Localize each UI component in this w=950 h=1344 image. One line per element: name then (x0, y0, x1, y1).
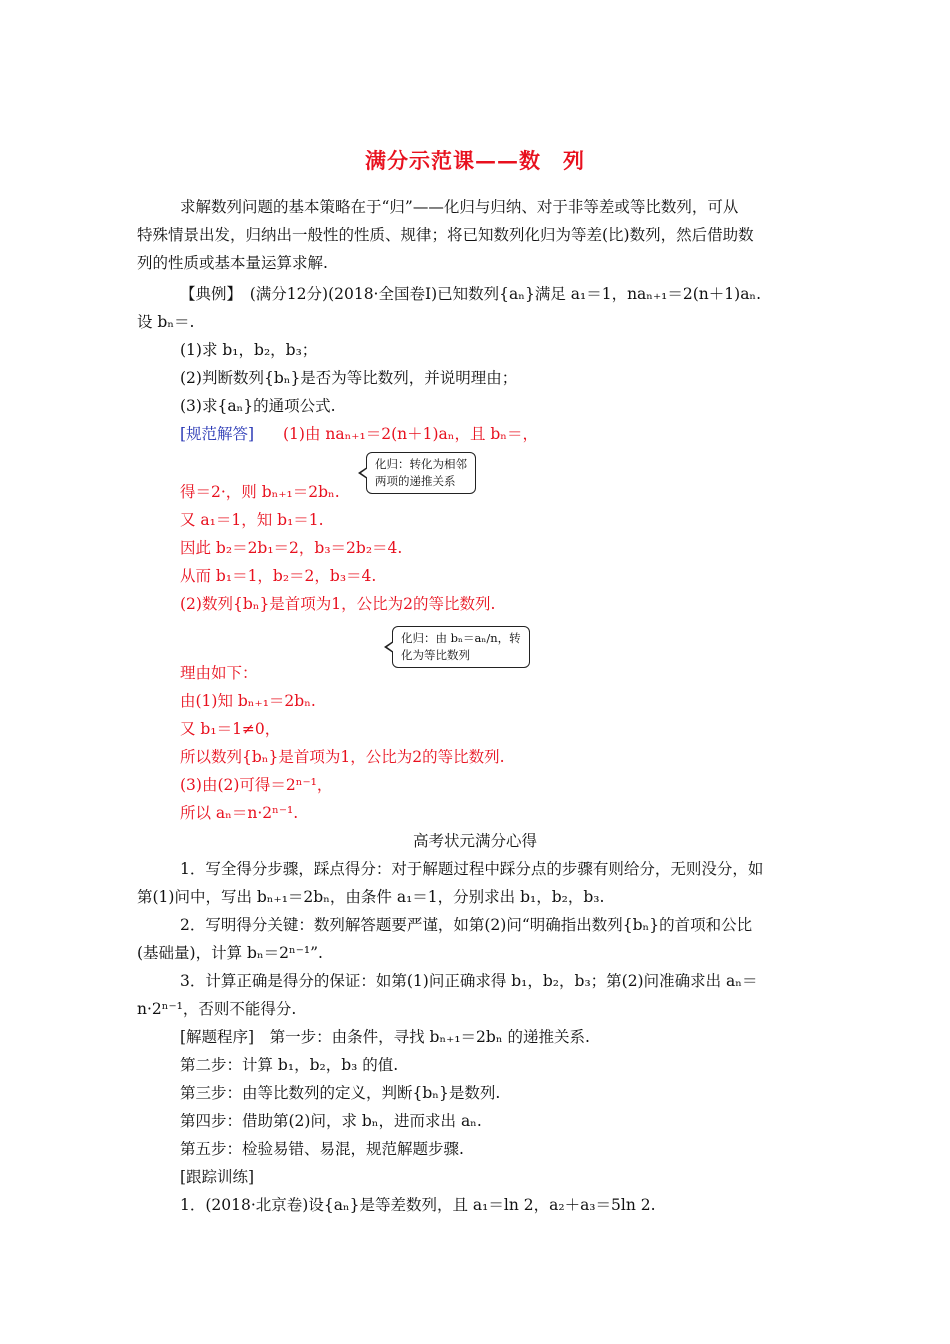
callout-geometric-line-2: 化为等比数列 (401, 648, 470, 662)
callout-recurrence (366, 452, 476, 494)
tip-3-line-1: 3．计算正确是得分的保证：如第(1)问正确求得 b₁，b₂，b₃；第(2)问准确求出 aₙ＝ (180, 972, 758, 990)
procedure-step-4: 第四步：借助第(2)问，求 bₙ，进而求出 aₙ. (180, 1112, 482, 1130)
page-title: 满分示范课——数 列 (365, 148, 585, 173)
example-line-2: 设 bₙ＝. (137, 313, 195, 331)
solution-step-12: 所以 aₙ＝n·2ⁿ⁻¹. (180, 804, 299, 822)
solution-step-10: 所以数列{bₙ}是首项为1，公比为2的等比数列. (180, 748, 505, 766)
intro-line-1: 求解数列问题的基本策略在于“归”——化归与归纳、对于非等差或等比数列，可从 (180, 198, 739, 216)
tip-2-line-1: 2．写明得分关键：数列解答题要严谨，如第(2)问“明确指出数列{bₙ}的首项和公比 (180, 916, 753, 934)
procedure-step-1: [解题程序] 第一步：由条件，寻找 bₙ₊₁＝2bₙ 的递推关系. (180, 1028, 590, 1046)
procedure-step-5: 第五步：检验易错、易混，规范解题步骤. (180, 1140, 464, 1158)
procedure-step-2: 第二步：计算 b₁，b₂，b₃ 的值. (180, 1056, 399, 1074)
solution-step-11: (3)由(2)可得＝2ⁿ⁻¹， (180, 776, 333, 794)
training-heading: [跟踪训练] (180, 1168, 255, 1186)
callout-recurrence-line-2: 两项的递推关系 (375, 474, 456, 488)
example-line-1: 【典例】 (满分12分)(2018·全国卷Ⅰ)已知数列{aₙ}满足 a₁＝1，naₙ₊₁＝2(n＋1)aₙ. (180, 285, 762, 303)
tip-3-line-2: n·2ⁿ⁻¹，否则不能得分. (137, 1000, 297, 1018)
solution-step-4: 因此 b₂＝2b₁＝2，b₃＝2b₂＝4. (180, 539, 403, 557)
solution-step-1: (1)由 naₙ₊₁＝2(n＋1)aₙ，且 bₙ＝， (283, 425, 539, 443)
callout-geometric (392, 626, 530, 668)
question-1: (1)求 b₁，b₂，b₃； (180, 341, 318, 359)
tip-2-line-2: (基础量)，计算 bₙ＝2ⁿ⁻¹”. (137, 944, 323, 962)
solution-step-6: (2)数列{bₙ}是首项为1，公比为2的等比数列. (180, 595, 496, 613)
callout-geometric-line-1: 化归：由 bₙ＝aₙ/n，转 (401, 631, 521, 645)
question-2: (2)判断数列{bₙ}是否为等比数列，并说明理由； (180, 369, 518, 387)
solution-tag: [规范解答] (180, 425, 255, 443)
procedure-step-3: 第三步：由等比数列的定义，判断{bₙ}是数列. (180, 1084, 501, 1102)
solution-step-2: 得＝2·，则 bₙ₊₁＝2bₙ. (180, 483, 340, 501)
intro-line-3: 列的性质或基本量运算求解. (137, 254, 328, 272)
solution-step-9: 又 b₁＝1≠0， (180, 720, 281, 738)
solution-step-5: 从而 b₁＝1，b₂＝2，b₃＝4. (180, 567, 377, 585)
solution-step-8: 由(1)知 bₙ₊₁＝2bₙ. (180, 692, 316, 710)
training-question-1: 1．(2018·北京卷)设{aₙ}是等差数列，且 a₁＝ln 2，a₂＋a₃＝5ln 2. (180, 1196, 656, 1214)
tip-1-line-1: 1．写全得分步骤，踩点得分：对于解题过程中踩分点的步骤有则给分，无则没分，如 (180, 860, 764, 878)
tip-1-line-2: 第(1)问中，写出 bₙ₊₁＝2bₙ，由条件 a₁＝1，分别求出 b₁，b₂，b₃. (137, 888, 605, 906)
solution-step-7: 理由如下： (180, 664, 258, 682)
tips-heading: 高考状元满分心得 (412, 832, 537, 850)
solution-step-3: 又 a₁＝1，知 b₁＝1. (180, 511, 324, 529)
intro-line-2: 特殊情景出发，归纳出一般性的性质、规律；将已知数列化归为等差(比)数列，然后借助数 (137, 226, 754, 244)
question-3: (3)求{aₙ}的通项公式. (180, 397, 336, 415)
callout-recurrence-line-1: 化归：转化为相邻 (375, 457, 467, 471)
